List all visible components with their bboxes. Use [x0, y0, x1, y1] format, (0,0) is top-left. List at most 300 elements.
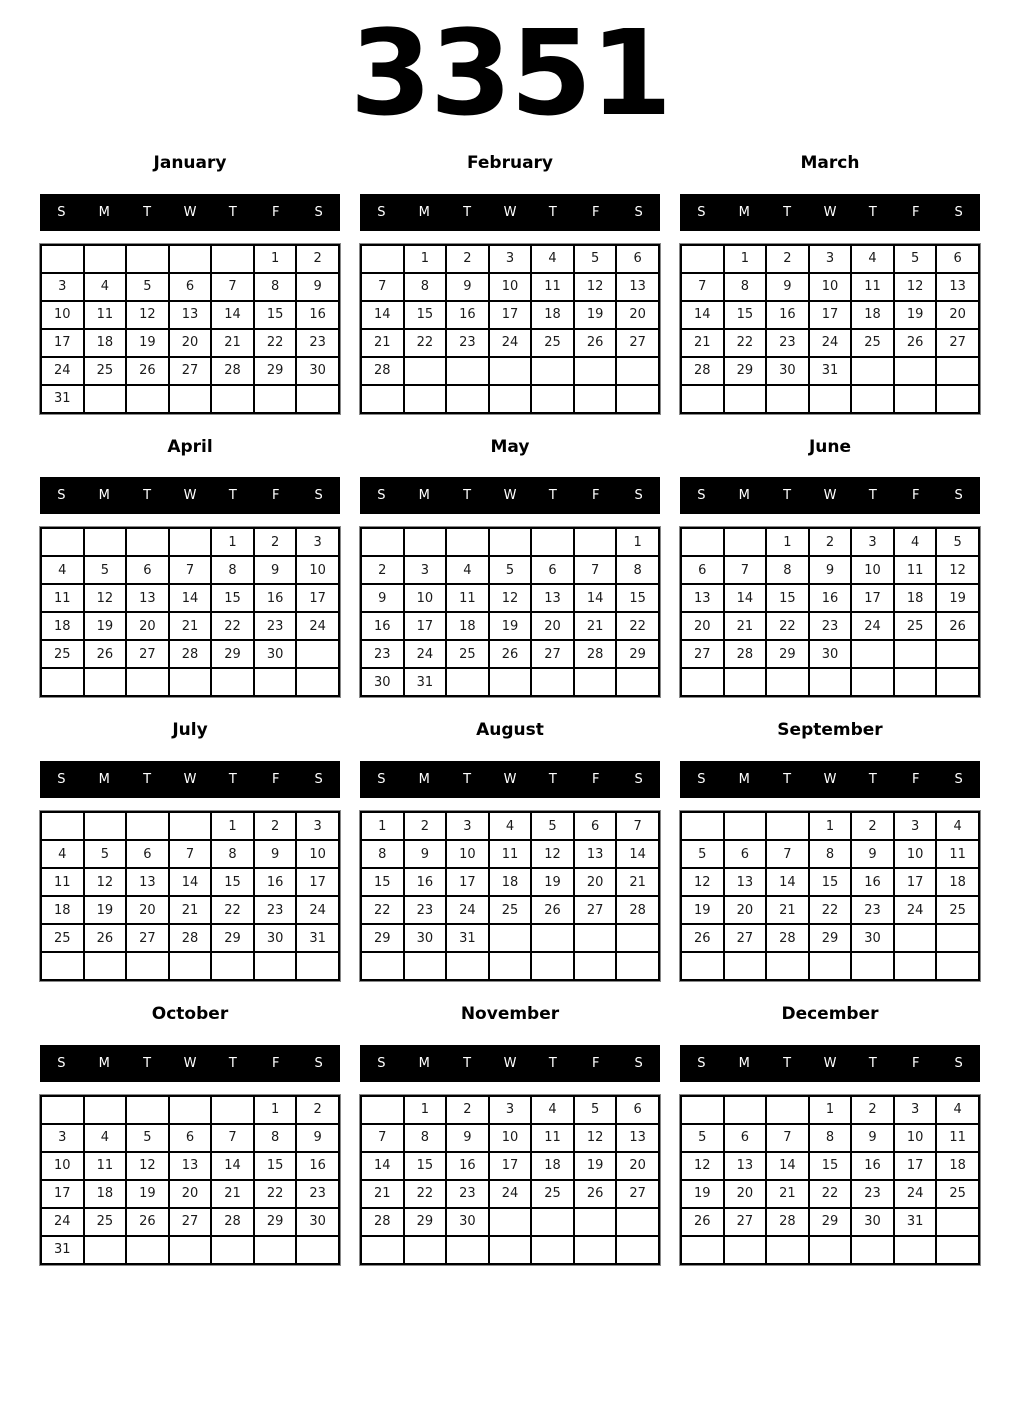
date-cell: 26 [84, 924, 127, 952]
date-cell: 15 [211, 584, 254, 612]
date-cell: 30 [296, 357, 339, 385]
date-cell: 16 [254, 868, 297, 896]
week-row [681, 528, 979, 556]
date-cell: 14 [574, 584, 617, 612]
date-cell: 18 [41, 896, 84, 924]
day-of-week-label: W [183, 204, 197, 220]
date-cell: 8 [404, 273, 447, 301]
date-cell: 6 [169, 273, 212, 301]
date-cell: 3 [894, 1096, 937, 1124]
empty-date-cell [681, 668, 724, 696]
week-row [361, 1124, 659, 1152]
empty-date-cell [41, 812, 84, 840]
date-cell: 4 [894, 528, 937, 556]
empty-date-cell [724, 668, 767, 696]
date-cell: 8 [254, 1124, 297, 1152]
empty-date-cell [84, 385, 127, 413]
date-cell: 5 [681, 840, 724, 868]
date-cell: 4 [41, 556, 84, 584]
date-cell: 24 [404, 640, 447, 668]
week-row [681, 612, 979, 640]
date-cell: 23 [809, 612, 852, 640]
date-cell: 18 [936, 1152, 979, 1180]
date-cell: 28 [724, 640, 767, 668]
empty-date-cell [531, 1236, 574, 1264]
date-cell: 12 [574, 1124, 617, 1152]
empty-date-cell [574, 1236, 617, 1264]
date-cell: 29 [809, 924, 852, 952]
date-cell: 2 [446, 245, 489, 273]
day-of-week-label: S [697, 488, 706, 504]
day-of-week-label: M [98, 772, 110, 788]
empty-date-cell [766, 1096, 809, 1124]
day-of-week-label: W [823, 772, 837, 788]
date-cell: 19 [574, 301, 617, 329]
week-row [681, 1096, 979, 1124]
empty-date-cell [126, 812, 169, 840]
day-of-week-label: S [634, 772, 643, 788]
date-cell: 10 [489, 273, 532, 301]
day-of-week-label: T [548, 204, 557, 220]
date-cell: 4 [84, 273, 127, 301]
date-cell: 11 [531, 1124, 574, 1152]
date-cell: 9 [254, 840, 297, 868]
date-cell: 30 [809, 640, 852, 668]
empty-date-cell [404, 528, 447, 556]
day-of-week-label: S [314, 1055, 323, 1071]
date-cell: 1 [724, 245, 767, 273]
date-cell: 10 [296, 556, 339, 584]
date-cell: 9 [296, 273, 339, 301]
week-row [361, 329, 659, 357]
empty-date-cell [531, 385, 574, 413]
empty-date-cell [404, 952, 447, 980]
date-cell: 24 [41, 1208, 84, 1236]
date-cell: 3 [296, 812, 339, 840]
month-block [680, 438, 980, 698]
date-cell: 9 [296, 1124, 339, 1152]
date-cell: 15 [404, 1152, 447, 1180]
empty-date-cell [169, 1096, 212, 1124]
day-of-week-header [680, 194, 980, 231]
date-cell: 18 [851, 301, 894, 329]
date-cell: 30 [446, 1208, 489, 1236]
date-cell: 12 [894, 273, 937, 301]
week-row [361, 357, 659, 385]
date-cell: 31 [446, 924, 489, 952]
date-cell: 24 [489, 329, 532, 357]
date-cell: 29 [724, 357, 767, 385]
empty-date-cell [404, 385, 447, 413]
date-cell: 16 [851, 868, 894, 896]
date-cell: 6 [169, 1124, 212, 1152]
month-name: September [777, 720, 883, 741]
date-cell: 5 [936, 528, 979, 556]
date-cell: 15 [616, 584, 659, 612]
empty-date-cell [851, 952, 894, 980]
empty-date-cell [766, 812, 809, 840]
week-row [681, 1180, 979, 1208]
date-cell: 5 [531, 812, 574, 840]
date-cell: 22 [361, 896, 404, 924]
day-of-week-label: M [738, 772, 750, 788]
date-cell: 2 [296, 245, 339, 273]
date-cell: 20 [936, 301, 979, 329]
date-cell: 12 [681, 1152, 724, 1180]
date-cell: 6 [936, 245, 979, 273]
month-block [40, 154, 340, 414]
date-cell: 7 [574, 556, 617, 584]
date-cell: 21 [169, 896, 212, 924]
month-name: May [490, 436, 530, 457]
date-cell: 23 [361, 640, 404, 668]
day-of-week-label: F [591, 204, 600, 220]
date-cell: 8 [211, 556, 254, 584]
day-of-week-label: S [697, 204, 706, 220]
date-cell: 25 [936, 1180, 979, 1208]
date-cell: 12 [936, 556, 979, 584]
empty-date-cell [574, 668, 617, 696]
empty-date-cell [936, 1236, 979, 1264]
empty-date-cell [531, 1208, 574, 1236]
empty-date-cell [489, 1208, 532, 1236]
empty-date-cell [211, 952, 254, 980]
date-cell: 29 [254, 357, 297, 385]
date-cell: 1 [616, 528, 659, 556]
date-cell: 16 [296, 1152, 339, 1180]
date-cell: 22 [254, 1180, 297, 1208]
date-cell: 20 [531, 612, 574, 640]
date-cell: 16 [766, 301, 809, 329]
week-row [41, 1124, 339, 1152]
empty-date-cell [296, 1236, 339, 1264]
date-cell: 24 [41, 357, 84, 385]
date-cell: 6 [724, 1124, 767, 1152]
date-cell: 31 [296, 924, 339, 952]
day-of-week-label: T [548, 772, 557, 788]
date-cell: 24 [894, 896, 937, 924]
date-cell: 3 [489, 1096, 532, 1124]
date-cell: 10 [41, 1152, 84, 1180]
week-row [361, 556, 659, 584]
empty-date-cell [489, 528, 532, 556]
date-cell: 26 [531, 896, 574, 924]
date-cell: 29 [361, 924, 404, 952]
empty-date-cell [851, 385, 894, 413]
empty-date-cell [531, 924, 574, 952]
date-cell: 28 [169, 924, 212, 952]
week-row [361, 1180, 659, 1208]
empty-date-cell [616, 1208, 659, 1236]
date-cell: 22 [809, 896, 852, 924]
week-row [361, 273, 659, 301]
day-of-week-label: M [738, 1055, 750, 1071]
date-cell: 3 [41, 273, 84, 301]
date-cell: 5 [84, 840, 127, 868]
day-of-week-label: F [911, 1055, 920, 1071]
date-cell: 16 [446, 1152, 489, 1180]
day-of-week-header [360, 477, 660, 514]
date-cell: 15 [211, 868, 254, 896]
date-cell: 25 [489, 896, 532, 924]
day-of-week-label: T [783, 204, 792, 220]
date-cell: 11 [936, 840, 979, 868]
empty-date-cell [254, 1236, 297, 1264]
date-cell: 4 [936, 812, 979, 840]
date-cell: 4 [489, 812, 532, 840]
date-cell: 8 [361, 840, 404, 868]
date-cell: 25 [84, 1208, 127, 1236]
day-of-week-label: M [418, 1055, 430, 1071]
day-of-week-label: T [463, 488, 472, 504]
week-row [41, 273, 339, 301]
day-of-week-header [40, 477, 340, 514]
empty-date-cell [126, 952, 169, 980]
empty-date-cell [936, 952, 979, 980]
day-of-week-label: M [418, 772, 430, 788]
date-cell: 28 [211, 1208, 254, 1236]
date-cell: 20 [169, 1180, 212, 1208]
empty-date-cell [446, 668, 489, 696]
date-cell: 22 [254, 329, 297, 357]
date-cell: 30 [254, 640, 297, 668]
date-cell: 16 [361, 612, 404, 640]
date-cell: 29 [211, 640, 254, 668]
date-cell: 8 [809, 840, 852, 868]
date-cell: 14 [211, 1152, 254, 1180]
day-of-week-label: W [503, 488, 517, 504]
day-of-week-label: M [418, 204, 430, 220]
day-of-week-label: S [314, 772, 323, 788]
date-cell: 17 [41, 329, 84, 357]
date-cell: 1 [404, 245, 447, 273]
day-of-week-label: M [418, 488, 430, 504]
empty-date-cell [681, 812, 724, 840]
date-cell: 28 [361, 357, 404, 385]
date-cell: 2 [766, 245, 809, 273]
date-cell: 7 [766, 1124, 809, 1152]
date-cell: 14 [211, 301, 254, 329]
day-of-week-header [680, 1045, 980, 1082]
date-cell: 20 [126, 896, 169, 924]
date-cell: 13 [169, 1152, 212, 1180]
date-cell: 17 [851, 584, 894, 612]
week-row [361, 896, 659, 924]
date-cell: 9 [809, 556, 852, 584]
date-cell: 29 [616, 640, 659, 668]
date-cell: 5 [84, 556, 127, 584]
empty-date-cell [681, 952, 724, 980]
empty-date-cell [211, 385, 254, 413]
date-cell: 16 [446, 301, 489, 329]
date-cell: 14 [169, 584, 212, 612]
empty-date-cell [84, 668, 127, 696]
date-cell: 30 [361, 668, 404, 696]
day-of-week-label: T [783, 772, 792, 788]
empty-date-cell [894, 640, 937, 668]
month-block [360, 438, 660, 698]
week-row [41, 357, 339, 385]
date-cell: 15 [809, 1152, 852, 1180]
week-row [361, 385, 659, 413]
date-cell: 22 [724, 329, 767, 357]
empty-date-cell [169, 385, 212, 413]
date-cell: 18 [41, 612, 84, 640]
date-cell: 10 [41, 301, 84, 329]
empty-date-cell [809, 952, 852, 980]
day-of-week-label: T [143, 204, 152, 220]
day-of-week-label: S [697, 1055, 706, 1071]
date-cell: 28 [211, 357, 254, 385]
date-cell: 25 [531, 329, 574, 357]
date-cell: 30 [296, 1208, 339, 1236]
date-cell: 8 [809, 1124, 852, 1152]
date-cell: 17 [489, 1152, 532, 1180]
date-cell: 13 [681, 584, 724, 612]
empty-date-cell [446, 528, 489, 556]
date-cell: 4 [446, 556, 489, 584]
date-cell: 20 [126, 612, 169, 640]
date-cell: 1 [211, 528, 254, 556]
week-row [681, 273, 979, 301]
date-cell: 30 [851, 1208, 894, 1236]
date-cell: 1 [809, 1096, 852, 1124]
date-cell: 7 [169, 556, 212, 584]
empty-date-cell [446, 385, 489, 413]
date-cell: 21 [616, 868, 659, 896]
week-row [41, 1208, 339, 1236]
date-cell: 3 [851, 528, 894, 556]
week-row [41, 868, 339, 896]
week-row [681, 840, 979, 868]
date-cell: 28 [574, 640, 617, 668]
day-of-week-label: T [143, 772, 152, 788]
empty-date-cell [169, 952, 212, 980]
week-row [41, 840, 339, 868]
empty-date-cell [936, 357, 979, 385]
week-row [681, 668, 979, 696]
date-cell: 4 [851, 245, 894, 273]
empty-date-cell [894, 924, 937, 952]
month-block [360, 154, 660, 414]
day-of-week-label: T [463, 772, 472, 788]
date-cell: 2 [404, 812, 447, 840]
date-cell: 21 [211, 1180, 254, 1208]
dates-table [360, 1095, 660, 1265]
week-row [41, 329, 339, 357]
empty-date-cell [574, 952, 617, 980]
date-cell: 6 [681, 556, 724, 584]
empty-date-cell [894, 952, 937, 980]
day-of-week-label: M [738, 488, 750, 504]
date-cell: 23 [446, 329, 489, 357]
date-cell: 8 [254, 273, 297, 301]
date-cell: 7 [724, 556, 767, 584]
date-cell: 23 [254, 896, 297, 924]
day-of-week-label: F [271, 204, 280, 220]
empty-date-cell [361, 528, 404, 556]
date-cell: 25 [894, 612, 937, 640]
empty-date-cell [936, 1208, 979, 1236]
empty-date-cell [84, 528, 127, 556]
empty-date-cell [616, 924, 659, 952]
day-of-week-label: S [634, 488, 643, 504]
date-cell: 26 [574, 1180, 617, 1208]
empty-date-cell [616, 668, 659, 696]
empty-date-cell [616, 952, 659, 980]
date-cell: 21 [169, 612, 212, 640]
day-of-week-label: F [271, 488, 280, 504]
week-row [681, 924, 979, 952]
date-cell: 19 [681, 896, 724, 924]
week-row [361, 924, 659, 952]
date-cell: 22 [211, 896, 254, 924]
date-cell: 14 [361, 1152, 404, 1180]
day-of-week-label: W [503, 772, 517, 788]
empty-date-cell [169, 668, 212, 696]
day-of-week-label: T [868, 488, 877, 504]
week-row [41, 1096, 339, 1124]
day-of-week-label: S [377, 1055, 386, 1071]
empty-date-cell [126, 1096, 169, 1124]
empty-date-cell [489, 952, 532, 980]
date-cell: 9 [404, 840, 447, 868]
empty-date-cell [169, 1236, 212, 1264]
date-cell: 27 [616, 1180, 659, 1208]
week-row [361, 1208, 659, 1236]
date-cell: 1 [766, 528, 809, 556]
empty-date-cell [681, 528, 724, 556]
empty-date-cell [489, 668, 532, 696]
date-cell: 22 [404, 1180, 447, 1208]
empty-date-cell [126, 528, 169, 556]
empty-date-cell [489, 385, 532, 413]
week-row [41, 385, 339, 413]
date-cell: 17 [894, 1152, 937, 1180]
week-row [41, 1180, 339, 1208]
week-row [361, 1236, 659, 1264]
empty-date-cell [724, 385, 767, 413]
date-cell: 13 [126, 868, 169, 896]
empty-date-cell [361, 952, 404, 980]
dates-table [680, 527, 980, 697]
empty-date-cell [936, 924, 979, 952]
empty-date-cell [84, 1236, 127, 1264]
date-cell: 17 [809, 301, 852, 329]
date-cell: 22 [616, 612, 659, 640]
date-cell: 22 [211, 612, 254, 640]
date-cell: 5 [681, 1124, 724, 1152]
date-cell: 14 [616, 840, 659, 868]
date-cell: 31 [809, 357, 852, 385]
date-cell: 23 [404, 896, 447, 924]
week-row [681, 1236, 979, 1264]
empty-date-cell [851, 668, 894, 696]
date-cell: 12 [126, 301, 169, 329]
date-cell: 23 [446, 1180, 489, 1208]
date-cell: 12 [84, 584, 127, 612]
date-cell: 14 [681, 301, 724, 329]
date-cell: 10 [489, 1124, 532, 1152]
date-cell: 9 [361, 584, 404, 612]
day-of-week-label: W [823, 488, 837, 504]
date-cell: 23 [766, 329, 809, 357]
empty-date-cell [446, 952, 489, 980]
day-of-week-header [40, 1045, 340, 1082]
date-cell: 11 [41, 584, 84, 612]
day-of-week-label: T [783, 488, 792, 504]
date-cell: 20 [616, 301, 659, 329]
